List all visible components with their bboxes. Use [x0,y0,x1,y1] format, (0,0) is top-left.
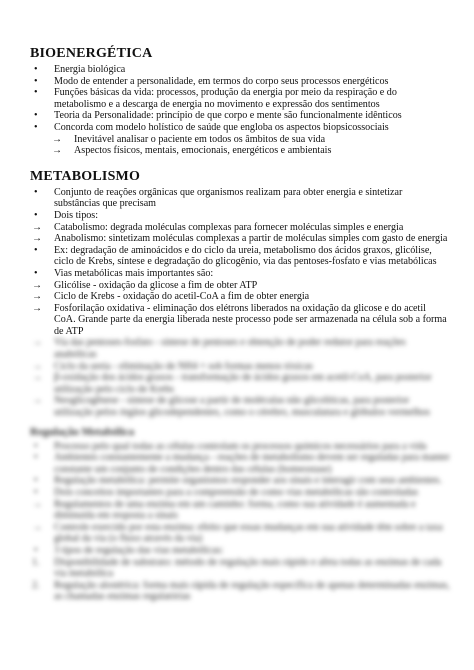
arrow-marker: → [32,360,43,372]
list-item-text: Funções básicas da vida: processos, produção da energia por meio da respiração e do metabolismo e a descarga de energia no movimento e expressão dos sentimentos [54,87,397,110]
section-spacer [30,157,450,169]
list-item-text: Regulação metabólica: permite organismos responder aos sinais e interagir com seus ambientes. [54,475,442,487]
arrow-marker: → [32,372,43,384]
list-item [30,76,450,88]
list-item [30,303,450,338]
list-item [30,337,450,360]
arrow-marker: → [32,521,43,533]
list-item-text: Ex: degradação de aminoácidos e do ciclo da ureia, metabolismo dos ácidos graxos, glicólise, ciclo de Krebs, síntese e degradação do glicogênio, via das pentoses-fosfato e vias metabólicas [54,244,437,268]
list-item [30,452,450,475]
list-item-text: Ciclo da ureia - eliminação de NH4 + sob formas menos tóxicas [54,360,313,372]
bullet-marker: • [34,110,38,122]
list-item-text: Controle exercido por esta enzima: efeito que essas mudanças em sua atividade têm sobre a taxa global da via (o fluxo através da via) [54,521,443,545]
list-item [30,245,450,268]
list-item [30,291,450,303]
list-item-text: Regulação alostérica: forma mais rápida de regulação específica de apenas determinadas enzimas, as chamadas enzimas regulatórias [54,579,450,603]
bullet-marker: • [34,452,38,464]
arrow-marker: → [52,145,63,157]
arrow-marker: → [32,291,43,303]
bullet-marker: • [34,64,38,75]
arrow-marker: → [32,279,43,291]
bullet-marker: • [34,209,38,221]
list-item-text: Dois conceitos importantes para a compreensão de como vias metabólicas são controladas [54,487,419,498]
list-item-text: Conjunto de reações orgânicas que organismos realizam para obter energia e sintetizar substâncias que precisam [54,186,403,210]
list-item [30,87,450,110]
list-item-text: Concorda com modelo holístico de saúde que engloba os aspectos biopsicossociais [54,121,389,133]
number-marker: 2. [32,579,40,591]
arrow-marker: → [32,498,43,510]
arrow-marker: → [32,221,43,233]
list-item-text: Via das pentoses-fosfato - síntese de pentoses e obtenção de poder redutor para reações anabólicas [54,337,406,361]
arrow-marker: → [32,395,43,407]
bullet-marker: • [34,475,38,487]
bullet-marker: • [34,121,38,133]
bullet-marker: • [34,186,38,198]
section-title-metabolismo: METABOLISMO [30,168,141,184]
blurred-preview-region [30,337,450,602]
list-item [30,545,450,557]
list-item [30,557,450,580]
list-item [30,441,450,453]
arrow-marker: → [32,302,43,314]
list-item [30,372,450,395]
list-item-text: 3 tipos de regulação das vias metabólicas: [54,544,224,556]
list-item-text: Teoria da Personalidade: princípio de que corpo e mente são funcionalmente idênticos [54,110,402,122]
list-item-text: Vias metabólicas mais importantes são: [54,267,214,279]
bullet-marker: • [34,544,38,556]
list-item [30,475,450,487]
list-item [30,361,450,373]
list-item-text: Dois tipos: [54,209,99,221]
arrow-marker: → [32,337,43,349]
bioenergetica-list [30,64,450,157]
list-item [30,499,450,522]
list-item [30,122,450,134]
list-item-text: Anabolismo: sintetizam moléculas complexas a partir de moléculas simples com gasto de energia [54,233,448,245]
list-item [30,395,450,418]
list-item [30,64,450,76]
list-item-text: Ambientes constantemente a mudança - reações de metabolismo devem ser reguladas para manter constante um conjunto de condições dentro das células (homeostase) [54,452,450,475]
bullet-marker: • [34,267,38,279]
list-item-text: Neoglicogênese - síntese de glicose a partir de moléculas não glicolíticas, para posterior utilização pelos órgãos glicodependentes, como o cérebro, musculatura e glóbulos vermelhos [54,395,430,419]
list-item-text: Disponibilidade de substrato: método de regulação mais rápido e afeta todas as enzimas de cada via metabólica [54,556,442,580]
bullet-marker: • [34,440,38,452]
list-item [30,233,450,245]
section-title-regulacao: Regulação Metabólica [30,425,135,438]
list-item-text: Fosforilação oxidativa - eliminação dos elétrons liberados na oxidação da glicose e do acetil CoA. Grande parte da energia liberada neste processo pode ser armazenada na célula sob a forma de ATP [54,302,447,337]
list-item-text: Ciclo de Krebs - oxidação do acetil-CoA a fim de obter energia [54,291,310,303]
list-item-text: Catabolismo: degrada moléculas complexas para fornecer moléculas simples e energia [54,221,404,233]
bullet-marker: • [34,244,38,256]
section-title-bioenergetica: BIOENERGÉTICA [30,46,153,61]
list-item-text: Inevitável analisar o paciente em todos os âmbitos de sua vida [74,133,326,145]
list-item [30,280,450,292]
sub-list-item [30,134,450,146]
regulacao-list [30,441,450,603]
list-item [30,487,450,499]
list-item-text: Processo pelo qual todas as células controlam os processos químicos necessários para a vida [54,440,427,452]
list-item [30,580,450,603]
list-item-text: Energia biológica [54,64,126,75]
bullet-marker: • [34,487,38,498]
list-item-text: Aspectos físicos, mentais, emocionais, energéticos e ambientais [74,145,332,157]
list-item [30,268,450,280]
metabolismo-list [30,187,450,338]
blurred-list [30,337,450,418]
number-marker: 1. [32,556,40,568]
list-item-text: Modo de entender a personalidade, em termos do corpo seus processos energéticos [54,75,389,87]
list-item-text: β-oxidação dos ácidos graxos - transformação de ácidos graxos em acetil-CoA, para posterior utilização pelo ciclo de Krebs [54,372,432,395]
bullet-marker: • [34,87,38,99]
list-item-text: Glicólise - oxidação da glicose a fim de obter ATP [54,279,258,291]
list-item [30,210,450,222]
list-item [30,110,450,122]
arrow-marker: → [52,133,63,145]
list-item [30,187,450,210]
list-item-text: Regulamentos de uma enzima em um caminho: forma, como sua atividade é aumentada e diminuída em resposta a sinais [54,498,416,522]
arrow-marker: → [32,233,43,245]
sub-list-item [30,145,450,157]
list-item [30,222,450,234]
document-content [30,46,450,603]
list-item [30,522,450,545]
bullet-marker: • [34,75,38,87]
